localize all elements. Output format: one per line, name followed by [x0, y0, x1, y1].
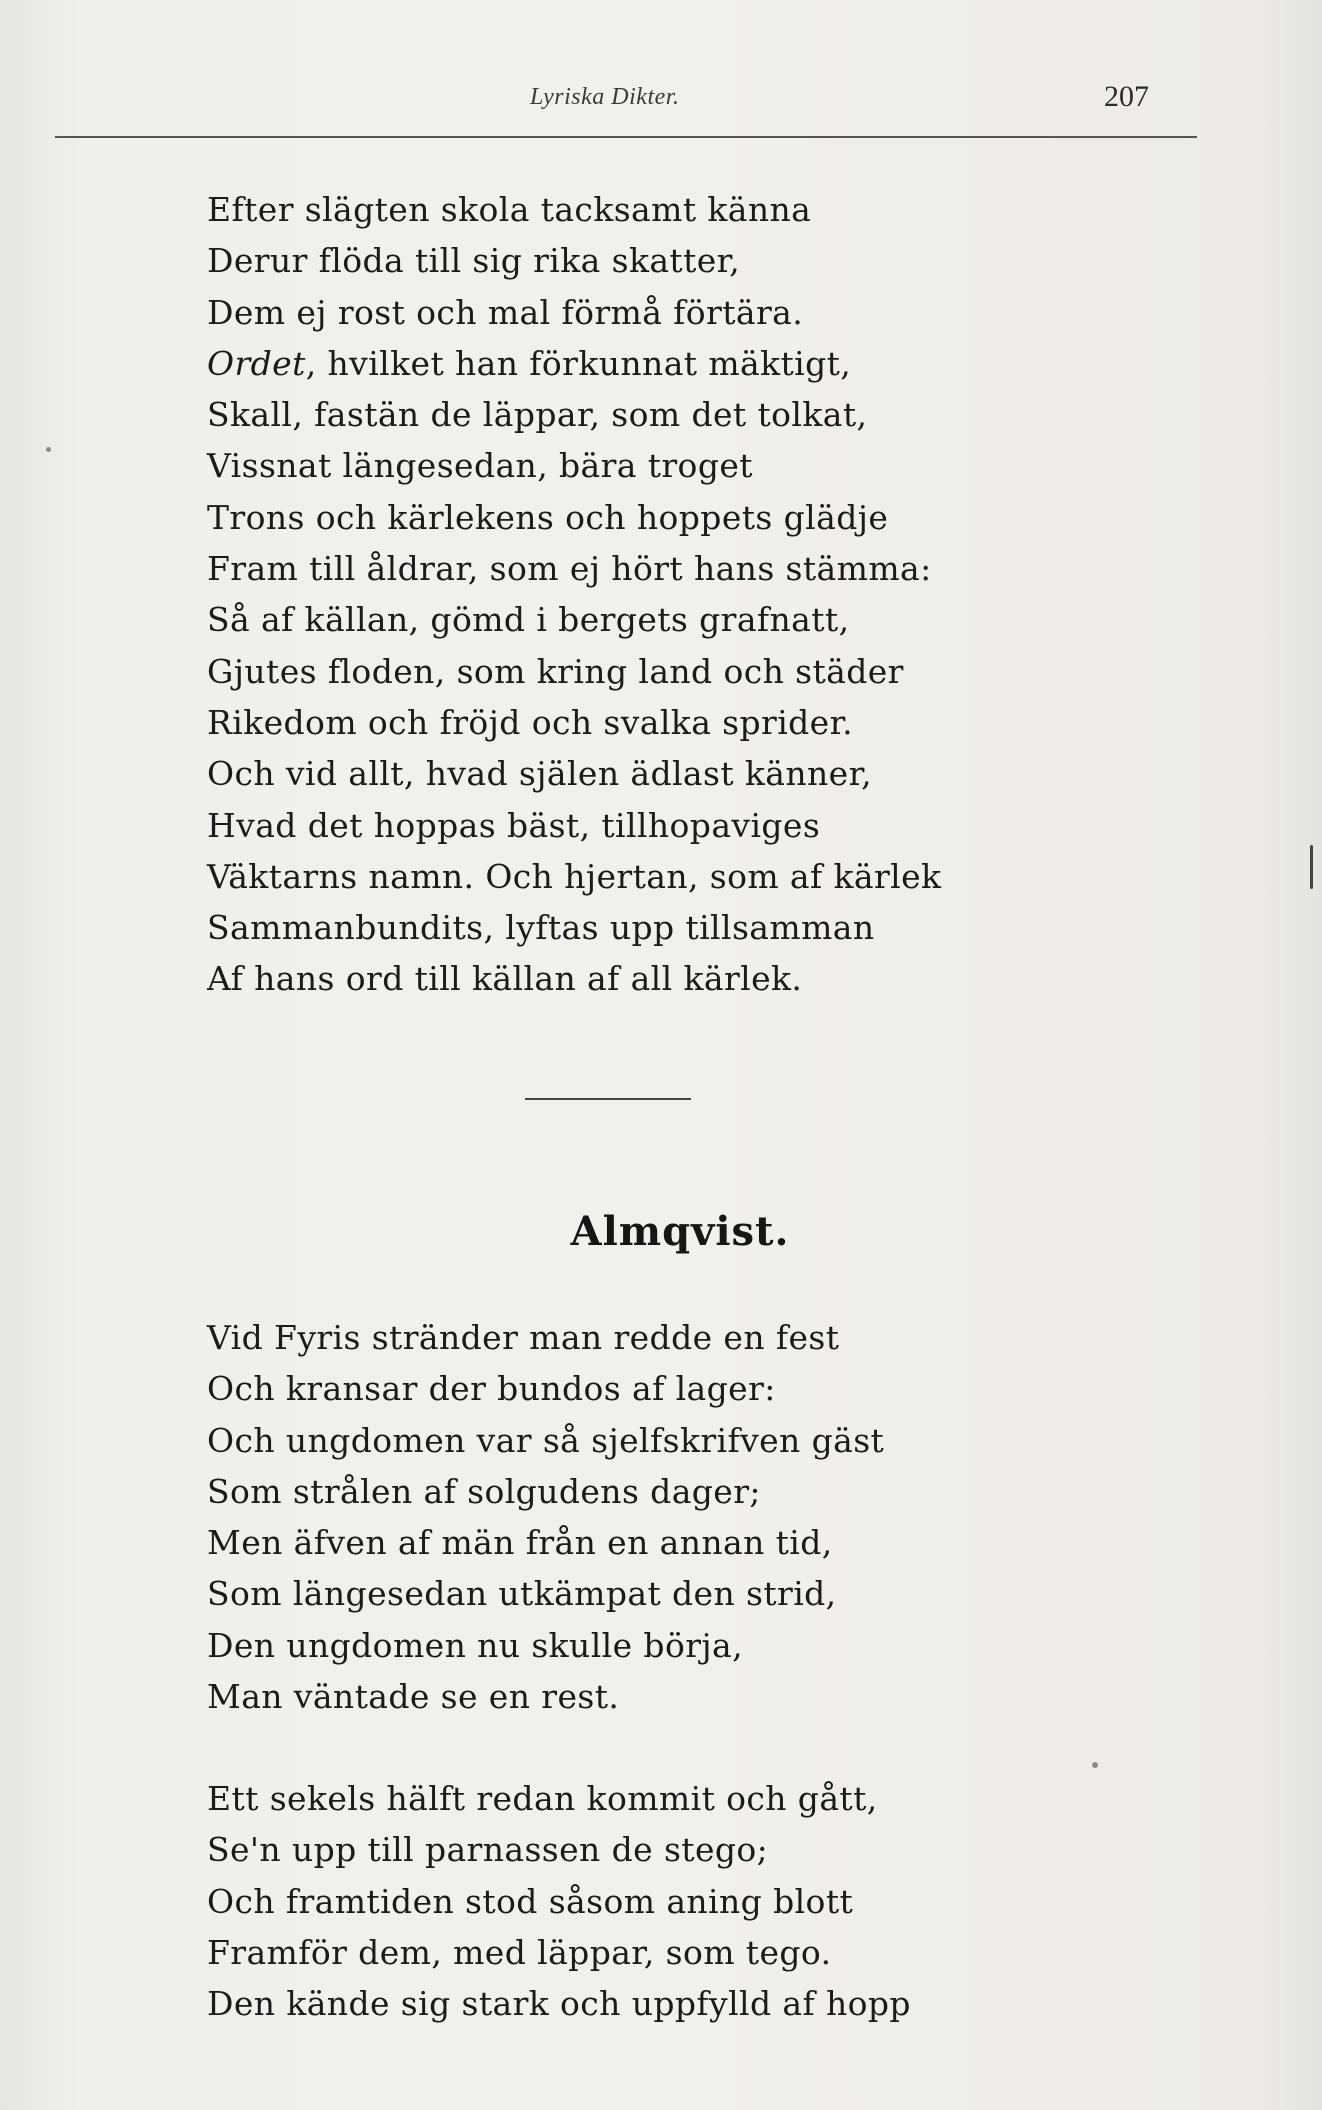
verse-line: Gjutes floden, som kring land och städer — [207, 651, 904, 691]
verse-line: Och ungdomen var så sjelfskrifven gäst — [207, 1420, 885, 1460]
verse-line: Ett sekels hälft redan kommit och gått, — [207, 1779, 878, 1818]
page-number: 207 — [1104, 80, 1149, 113]
page-header — [0, 80, 1322, 120]
verse-line: Som längesedan utkämpat den strid, — [207, 1574, 837, 1614]
verse-line: Väktarns namn. Och hjertan, som af kärlek — [207, 856, 942, 896]
verse-line: Hvad det hoppas bäst, tillhopaviges — [207, 805, 821, 845]
verse-line: Framför dem, med läppar, som tego. — [207, 1932, 832, 1972]
margin-mark — [1310, 845, 1313, 889]
verse-line: Och framtiden stod såsom aning blott — [207, 1881, 854, 1921]
verse-line: Den kände sig stark och uppfylld af hopp — [207, 1984, 911, 2024]
verse-line: Af hans ord till källan af all kärlek. — [207, 959, 803, 999]
verse-line: Så af källan, gömd i bergets grafnatt, — [207, 600, 850, 640]
verse-line: Man väntade se en rest. — [207, 1677, 620, 1717]
verse-line: Se'n upp till parnassen de stego; — [207, 1830, 769, 1870]
verse-line: Och kransar der bundos af lager: — [207, 1369, 776, 1409]
verse-line-rest: , hvilket han förkunnat mäktigt, — [305, 343, 852, 383]
verse-line: Den ungdomen nu skulle börja, — [207, 1625, 743, 1665]
stanza-3 — [207, 1773, 911, 2029]
verse-line: Skall, fastän de läppar, som det tolkat, — [207, 395, 868, 435]
verse-line: Fram till åldrar, som ej hört hans stämma: — [207, 549, 932, 589]
verse-line: Och vid allt, hvad själen ädlast känner, — [207, 754, 873, 794]
verse-line — [207, 338, 941, 389]
paper-speck — [46, 447, 51, 452]
section-divider — [525, 1098, 691, 1100]
verse-line: Trons och kärlekens och hoppets glädje — [207, 497, 889, 537]
emphasized-word: Ordet — [207, 343, 306, 383]
verse-line: Som strålen af solgudens dager; — [207, 1471, 761, 1511]
verse-line: Derur flöda till sig rika skatter, — [207, 241, 741, 281]
verse-line: Efter slägten skola tacksamt känna — [207, 190, 812, 229]
verse-line: Vid Fyris stränder man redde en fest — [207, 1318, 840, 1357]
verse-line: Dem ej rost och mal förmå förtära. — [207, 292, 804, 332]
header-rule — [55, 136, 1197, 138]
stanza-1 — [207, 184, 941, 1005]
poem-title-text: Almqvist. — [570, 1208, 790, 1255]
verse-line: Sammanbundits, lyftas upp tillsamman — [207, 908, 875, 948]
poem-title — [0, 1208, 1322, 1255]
running-title: Lyriska Dikter. — [530, 84, 680, 110]
verse-line: Rikedom och fröjd och svalka sprider. — [207, 702, 854, 742]
verse-line: Men äfven af män från en annan tid, — [207, 1523, 833, 1563]
stanza-2 — [207, 1312, 884, 1722]
paper-speck — [1092, 1762, 1098, 1768]
verse-line: Vissnat längesedan, bära troget — [207, 446, 753, 486]
